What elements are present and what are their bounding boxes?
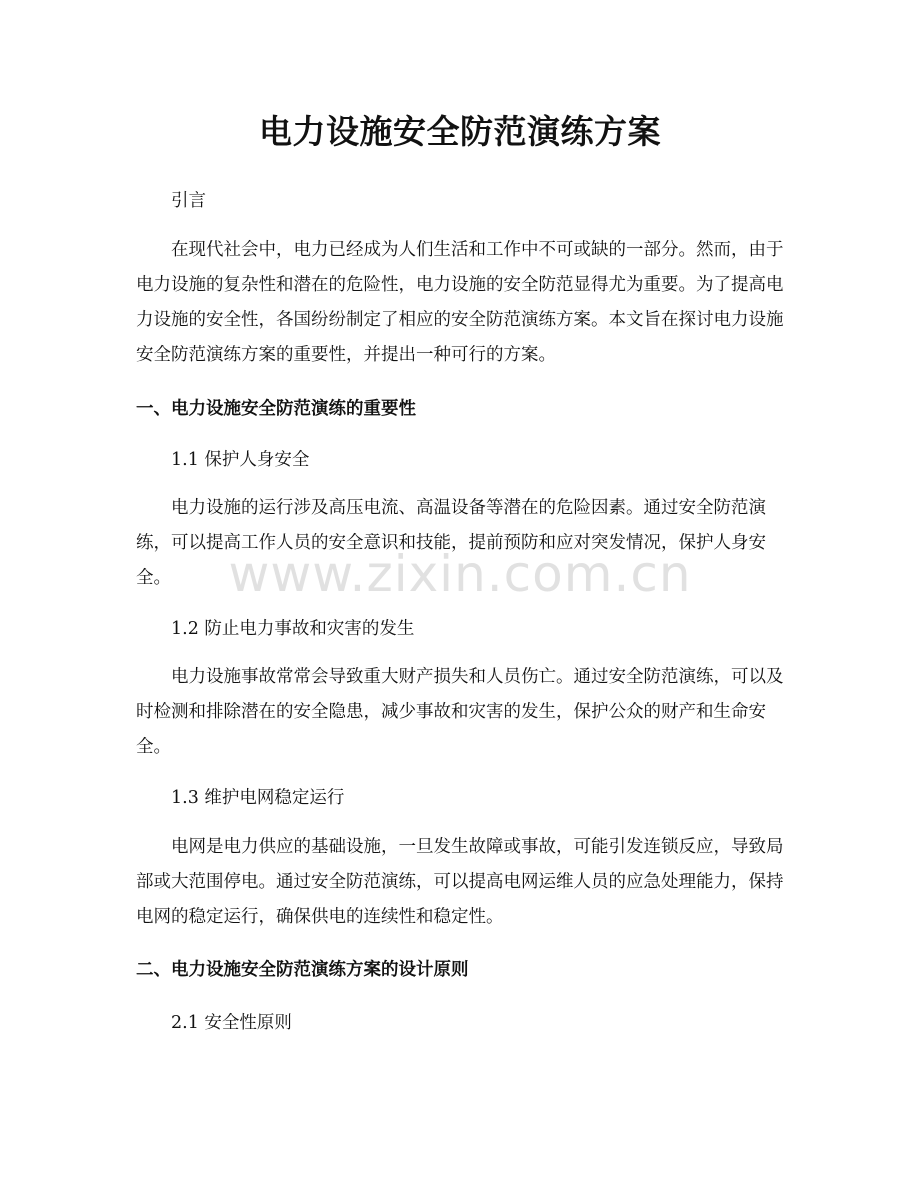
intro-label: 引言 (171, 191, 206, 211)
section-heading-1: 一、电力设施安全防范演练的重要性 (136, 399, 416, 419)
document-title: 电力设施安全防范演练方案 (259, 112, 661, 151)
watermark-text: www.zixin.com.cn (228, 545, 692, 603)
subsection-body-1-3: 电网是电力供应的基础设施，一旦发生故障或事故，可能引发连锁反应，导致局部或大范围停电。通过安全防范演练，可以提高电网运维人员的应急处理能力，保持电网的稳定运行，确保供电的连续性和稳定性。 (136, 837, 784, 927)
subsection-body-1-1: 电力设施的运行涉及高压电流、高温设备等潜在的危险因素。通过安全防范演练，可以提高工作人员的安全意识和技能，提前预防和应对突发情况，保护人身安全。 (136, 498, 766, 588)
subsection-body-1-2: 电力设施事故常常会导致重大财产损失和人员伤亡。通过安全防范演练，可以及时检测和排除潜在的安全隐患，减少事故和灾害的发生，保护公众的财产和生命安全。 (136, 667, 784, 757)
intro-paragraph: 在现代社会中，电力已经成为人们生活和工作中不可或缺的一部分。然而，由于电力设施的复杂性和潜在的危险性，电力设施的安全防范显得尤为重要。为了提高电力设施的安全性，各国纷纷制定了相应的安全防范演练方案。本文旨在探讨电力设施安全防范演练方案的重要性，并提出一种可行的方案。 (136, 240, 784, 365)
subsection-heading-1-1: 1.1 保护人身安全 (171, 450, 310, 470)
subsection-heading-2-1: 2.1 安全性原则 (171, 1013, 292, 1033)
subsection-heading-1-3: 1.3 维护电网稳定运行 (171, 788, 345, 808)
section-heading-2: 二、电力设施安全防范演练方案的设计原则 (136, 960, 469, 980)
subsection-heading-1-2: 1.2 防止电力事故和灾害的发生 (171, 619, 415, 639)
